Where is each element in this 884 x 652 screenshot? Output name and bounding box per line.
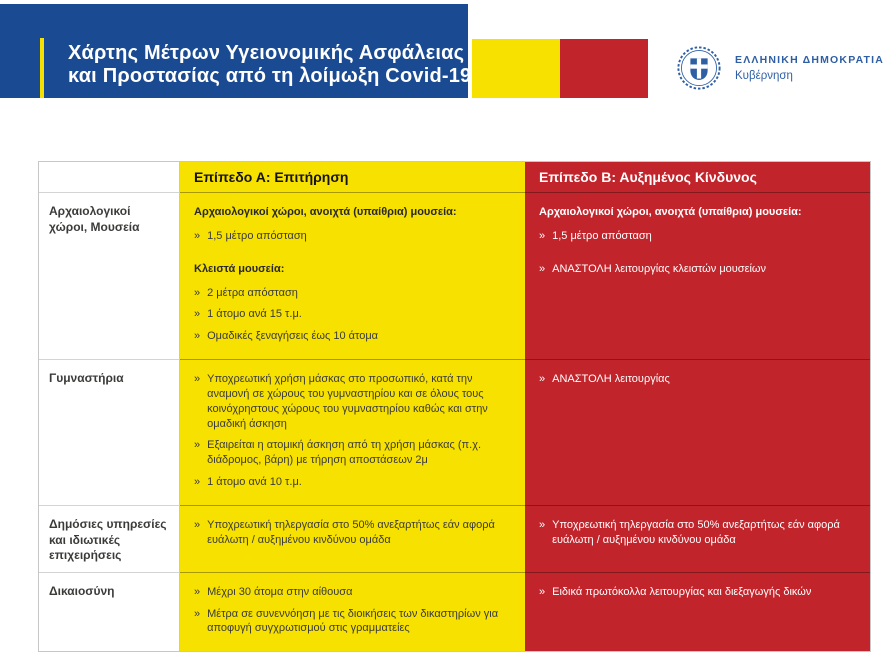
page-title-line-2: και Προστασίας από τη λοίμωξη Covid-19 xyxy=(68,65,472,87)
chevron-bullet-icon: » xyxy=(194,439,201,452)
chevron-bullet-icon: » xyxy=(194,373,201,386)
chevron-bullet-icon: » xyxy=(194,518,201,531)
level-b-cell xyxy=(525,505,870,572)
row-label: Δημόσιες υπηρεσίες και ιδιωτικές επιχειρήσεις xyxy=(39,505,180,572)
measure-text: Ειδικά πρωτόκολλα λειτουργίας και διεξαγωγής δικών xyxy=(552,585,812,598)
level-a-cell xyxy=(180,572,525,652)
measure-bullet-item xyxy=(194,372,511,431)
measure-text: Υποχρεωτική χρήση μάσκας στο προσωπικό, κατά την αναμονή σε χώρους του γυμναστηρίου και σε όλους τους κοινόχρηστους χώρους του γυμναστηρίου καθώς και στην ομαδική άσκηση xyxy=(207,373,488,430)
table-header-row xyxy=(39,162,870,192)
measure-bullet-item xyxy=(194,585,511,600)
chevron-bullet-icon: » xyxy=(539,262,546,275)
measure-text: ΑΝΑΣΤΟΛΗ λειτουργίας xyxy=(552,373,670,386)
level-a-cell xyxy=(180,192,525,359)
table-row xyxy=(39,505,870,572)
government-logo xyxy=(676,44,884,92)
measure-block xyxy=(194,205,511,244)
measure-block xyxy=(539,585,856,600)
row-label: Δικαιοσύνη xyxy=(39,572,180,652)
measure-text: Μέχρι 30 άτομα στην αίθουσα xyxy=(207,585,353,598)
measure-text: 1,5 μέτρο απόσταση xyxy=(207,229,307,242)
page-title xyxy=(68,42,471,88)
measure-block xyxy=(194,262,511,344)
measure-text: ΑΝΑΣΤΟΛΗ λειτουργίας κλειστών μουσείων xyxy=(552,262,767,275)
measure-bullet-item xyxy=(194,229,511,244)
level-b-cell xyxy=(525,192,870,359)
measure-bullet-item xyxy=(194,607,511,637)
measure-bullet-item xyxy=(539,518,856,548)
level-b-cell xyxy=(525,572,870,652)
measure-text: Εξαιρείται η ατομική άσκηση από τη χρήση μάσκας (π.χ. διάδρομος, βάρη) με τήρηση αποστάσεων 2μ xyxy=(207,439,482,467)
measure-heading: Αρχαιολογικοί χώροι, ανοιχτά (υπαίθρια) μουσεία: xyxy=(194,206,457,218)
chevron-bullet-icon: » xyxy=(539,518,546,531)
measure-heading: Κλειστά μουσεία: xyxy=(194,262,285,275)
measure-bullet-item xyxy=(194,475,511,490)
measure-heading: Αρχαιολογικοί χώροι, ανοιχτά (υπαίθρια) μουσεία: xyxy=(539,206,802,218)
measure-bullet-item xyxy=(194,286,511,301)
measure-text: Υποχρεωτική τηλεργασία στο 50% ανεξαρτήτως εάν αφορά ευάλωτη / αυξημένου κινδύνου ομάδα xyxy=(552,518,840,546)
chevron-bullet-icon: » xyxy=(194,286,201,299)
chevron-bullet-icon: » xyxy=(194,308,201,321)
chevron-bullet-icon: » xyxy=(539,585,546,598)
level-a-cell xyxy=(180,359,525,505)
header-blank-cell xyxy=(39,162,180,192)
level-b-cell xyxy=(525,359,870,505)
chevron-bullet-icon: » xyxy=(194,585,201,598)
measure-bullet-item xyxy=(194,518,511,548)
level-b-header: Επίπεδο Β: Αυξημένος Κίνδυνος xyxy=(525,162,870,192)
level-a-header: Επίπεδο Α: Επιτήρηση xyxy=(180,162,525,192)
level-a-cell xyxy=(180,505,525,572)
measure-block xyxy=(539,372,856,387)
measure-bullet-item xyxy=(539,372,856,387)
measure-bullet-item xyxy=(539,229,856,244)
measure-bullet-item xyxy=(194,438,511,468)
row-label: Γυμναστήρια xyxy=(39,359,180,505)
chevron-bullet-icon: » xyxy=(194,607,201,620)
level-a-color-swatch xyxy=(472,39,560,98)
measure-text: Μέτρα σε συνεννόηση με τις διοικήσεις των δικαστηρίων για αποφυγή συγχρωτισμού στις γραμματείες xyxy=(207,607,499,635)
measure-bullet-item xyxy=(539,262,856,277)
measure-block xyxy=(194,585,511,637)
measure-bullet-item xyxy=(194,307,511,322)
table-row xyxy=(39,572,870,652)
measure-block xyxy=(194,518,511,548)
accent-bar xyxy=(40,38,44,98)
chevron-bullet-icon: » xyxy=(194,229,201,242)
chevron-bullet-icon: » xyxy=(539,229,546,242)
table-row xyxy=(39,359,870,505)
level-b-color-swatch xyxy=(560,39,648,98)
measures-table xyxy=(38,161,871,652)
measure-text: Ομαδικές ξεναγήσεις έως 10 άτομα xyxy=(207,330,379,343)
title-banner xyxy=(0,4,472,98)
government-name: ΕΛΛΗΝΙΚΗ ΔΗΜΟΚΡΑΤΙΑ xyxy=(735,54,884,66)
measure-bullet-item xyxy=(539,585,856,600)
measure-text: 2 μέτρα απόσταση xyxy=(207,286,298,299)
table-body xyxy=(39,192,870,651)
government-subtitle: Κυβέρνηση xyxy=(735,70,793,82)
chevron-bullet-icon: » xyxy=(194,330,201,343)
measure-text: 1 άτομο ανά 15 τ.μ. xyxy=(207,308,302,321)
measure-block xyxy=(539,205,856,244)
chevron-bullet-icon: » xyxy=(539,373,546,386)
measure-bullet-item xyxy=(194,329,511,344)
measure-block xyxy=(194,372,511,490)
row-label: Αρχαιολογικοί χώροι, Μουσεία xyxy=(39,192,180,359)
government-logo-text xyxy=(735,54,884,82)
page-title-line-1: Χάρτης Μέτρων Υγειονομικής Ασφάλειας xyxy=(68,42,465,64)
measure-text: 1,5 μέτρο απόσταση xyxy=(552,229,652,242)
chevron-bullet-icon: » xyxy=(194,476,201,489)
greek-coat-of-arms-icon xyxy=(676,44,722,92)
measure-block xyxy=(539,518,856,548)
measure-block xyxy=(539,262,856,277)
measure-text: 1 άτομο ανά 10 τ.μ. xyxy=(207,476,302,489)
table-row xyxy=(39,192,870,359)
measure-text: Υποχρεωτική τηλεργασία στο 50% ανεξαρτήτως εάν αφορά ευάλωτη / αυξημένου κινδύνου ομάδα xyxy=(207,518,495,546)
